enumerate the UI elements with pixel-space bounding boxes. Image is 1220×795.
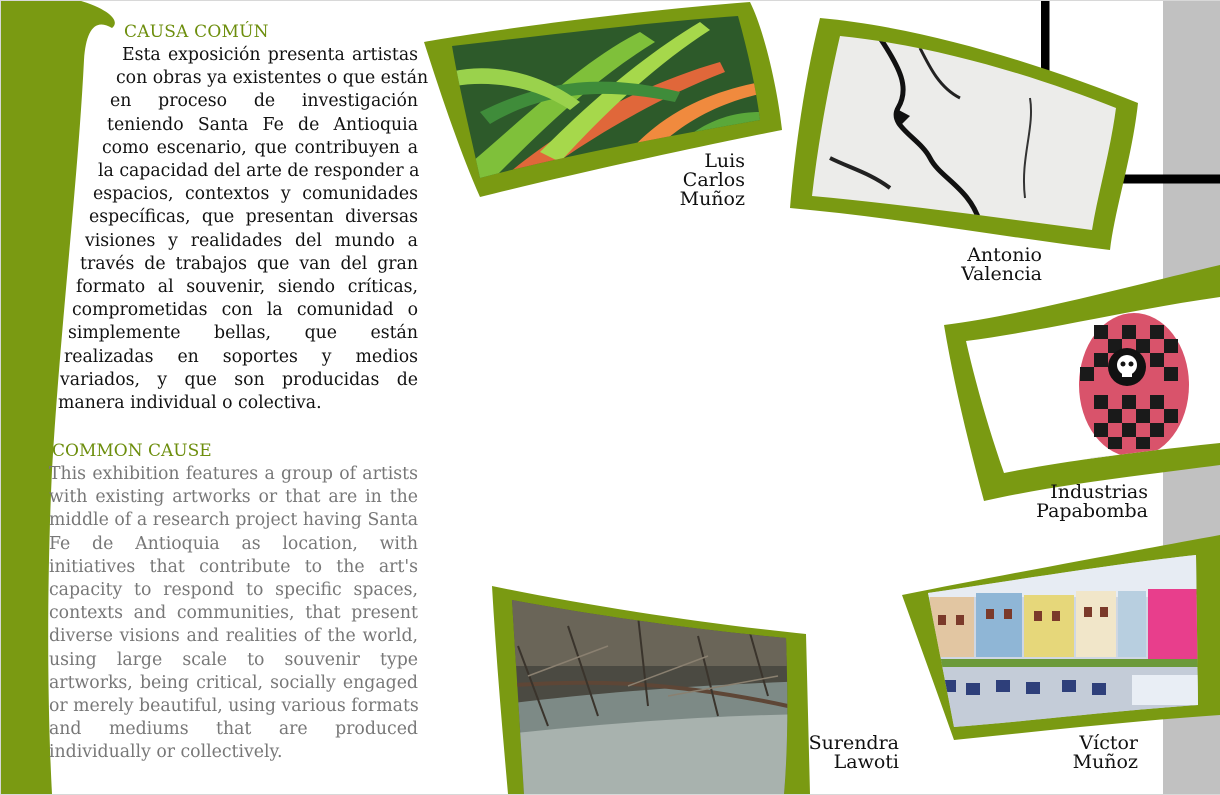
artist-name-industrias-papabomba: Industrias Papabomba <box>1036 481 1148 522</box>
english-paragraph <box>49 463 418 765</box>
spanish-paragraph <box>58 44 429 415</box>
english-line: and mediums that are produced <box>49 719 418 740</box>
english-line: initiatives that contribute to the art's <box>49 556 418 577</box>
spanish-line: visiones y realidades del mundo a <box>85 230 418 251</box>
artist-name-victor-munoz: Víctor Muñoz <box>1072 732 1138 773</box>
spanish-line: comprometidas con la comunidad o <box>72 300 418 321</box>
english-line: individually or collectively. <box>49 742 283 763</box>
english-line: middle of a research project having Santa <box>49 510 418 531</box>
spanish-line: Esta exposición presenta artistas <box>122 45 418 65</box>
spanish-line: formato al souvenir, siendo críticas, <box>76 277 418 298</box>
spanish-title: CAUSA COMÚN <box>124 22 269 42</box>
spanish-line: espacios, contextos y comunidades <box>93 184 418 205</box>
english-line: capacity to respond to specific spaces, <box>49 580 418 601</box>
english-line: This exhibition features a group of artists <box>49 464 418 484</box>
english-line: or merely beautiful, using various formats <box>49 696 419 717</box>
english-title: COMMON CAUSE <box>52 441 212 461</box>
english-line: diverse visions and realities of the world, <box>49 626 418 647</box>
spanish-line: la capacidad del arte de responder a <box>98 161 420 182</box>
artwork-card-surendra-lawoti <box>488 586 810 794</box>
artist-name-luis-carlos-munoz: Luis Carlos Muñoz <box>679 150 745 210</box>
spanish-line: como escenario, que contribuyen a <box>102 137 418 158</box>
english-line: Fe de Antioquia as location, with <box>49 533 418 554</box>
spanish-line: en proceso de investigación <box>110 91 418 112</box>
artist-name-surendra-lawoti: Surendra Lawoti <box>808 732 899 773</box>
artist-name-antonio-valencia: Antonio Valencia <box>961 244 1042 285</box>
spanish-line: través de trabajos que van del gran <box>80 253 418 274</box>
spanish-line: manera individual o colectiva. <box>58 393 322 414</box>
artwork-card-victor-munoz <box>902 535 1220 740</box>
artwork-card-industrias-papabomba <box>944 265 1220 501</box>
english-line: using large scale to souvenir type <box>49 649 418 670</box>
english-line: artworks, being critical, socially engaged <box>49 672 418 693</box>
artwork-card-antonio-valencia <box>780 8 1145 258</box>
spanish-line: variados, y que son producidas de <box>60 369 418 390</box>
english-line: with existing artworks or that are in the <box>49 487 418 508</box>
spanish-line: simplemente bellas, que están <box>68 323 418 344</box>
spanish-line: con obras ya existentes o que están <box>116 68 429 89</box>
english-line: contexts and communities, that present <box>49 603 418 624</box>
spanish-line: específicas, que presentan diversas <box>89 207 418 228</box>
spanish-line: teniendo Santa Fe de Antioquia <box>107 114 418 135</box>
spanish-line: realizadas en soportes y medios <box>64 346 418 367</box>
